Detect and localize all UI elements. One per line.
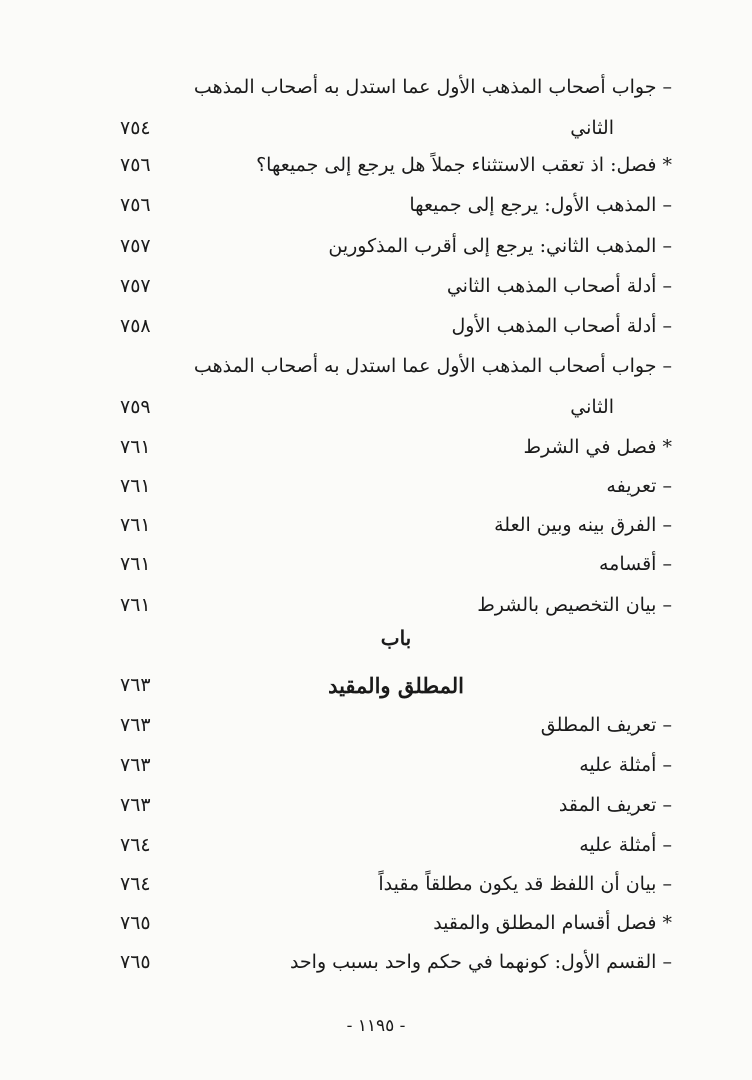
toc-page-number: ٧٦٤ — [120, 873, 151, 895]
toc-page-number: ٧٦٣ — [120, 794, 151, 816]
toc-page-number: ٧٦١ — [120, 436, 151, 458]
toc-entry-text: – أمثلة عليه — [579, 834, 672, 856]
toc-page-number: ٧٦١ — [120, 594, 151, 616]
toc-page-number: ٧٥٨ — [120, 315, 151, 337]
toc-row — [120, 389, 672, 425]
toc-page-number: ٧٦١ — [120, 553, 151, 575]
toc-page-number: ٧٦٣ — [120, 754, 151, 776]
toc-page-number: ٧٦١ — [120, 475, 151, 497]
toc-row — [120, 905, 672, 941]
toc-entry-text: – أقسامه — [598, 553, 672, 575]
page-footer-number: - ١١٩٥ - — [346, 1016, 406, 1036]
toc-row — [120, 747, 672, 783]
toc-row — [120, 348, 672, 384]
toc-page-number: ٧٦١ — [120, 514, 151, 536]
toc-entry-text: – أمثلة عليه — [579, 754, 672, 776]
toc-row — [120, 308, 672, 344]
toc-entry-text: – جواب أصحاب المذهب الأول عما استدل به أصحاب المذهب — [193, 76, 672, 98]
toc-entry-text: – أدلة أصحاب المذهب الأول — [451, 315, 672, 337]
toc-page-number: ٧٥٧ — [120, 275, 151, 297]
toc-entry-text: – بيان التخصيص بالشرط — [477, 594, 672, 616]
toc-entry-text: – تعريف المطلق — [540, 714, 672, 736]
toc-entry-text: * فصل في الشرط — [523, 436, 672, 458]
toc-row — [120, 827, 672, 863]
toc-page-number: ٧٦٣ — [120, 714, 151, 736]
toc-row — [120, 787, 672, 823]
toc-entry-text: – تعريفه — [606, 475, 672, 497]
toc-row — [120, 69, 672, 105]
toc-entry-text: – المذهب الثاني: يرجع إلى أقرب المذكورين — [328, 235, 672, 257]
toc-page-number: ٧٥٩ — [120, 396, 151, 418]
toc-row — [120, 187, 672, 223]
toc-entry-text: الثاني — [570, 396, 614, 418]
toc-page-number: ٧٥٦ — [120, 194, 151, 216]
toc-row — [120, 228, 672, 264]
toc-entry-text: – أدلة أصحاب المذهب الثاني — [446, 275, 672, 297]
toc-entry-text: – الفرق بينه وبين العلة — [494, 514, 672, 536]
toc-entry-text: – جواب أصحاب المذهب الأول عما استدل به أصحاب المذهب — [193, 355, 672, 377]
toc-page-number: ٧٦٤ — [120, 834, 151, 856]
toc-row — [120, 587, 672, 623]
toc-page-number: ٧٦٣ — [120, 674, 151, 696]
toc-row — [120, 866, 672, 902]
toc-page-number: ٧٥٤ — [120, 117, 151, 139]
toc-entry-text: * فصل أقسام المطلق والمقيد — [433, 912, 672, 934]
toc-page-number: ٧٥٦ — [120, 154, 151, 176]
toc-row — [120, 468, 672, 504]
toc-entry-text: – تعريف المقد — [558, 794, 672, 816]
toc-row — [120, 429, 672, 465]
chapter-label: باب — [380, 626, 412, 650]
toc-row — [120, 268, 672, 304]
toc-row — [120, 944, 672, 980]
toc-entry-text: * فصل: اذ تعقب الاستثناء جملاً هل يرجع إلى جميعها؟ — [256, 154, 672, 176]
toc-page-number: ٧٥٧ — [120, 235, 151, 257]
toc-row — [120, 507, 672, 543]
toc-row — [120, 546, 672, 582]
chapter-title: المطلق والمقيد — [328, 673, 464, 698]
toc-page-number: ٧٦٥ — [120, 912, 151, 934]
toc-row — [120, 147, 672, 183]
toc-entry-text: – القسم الأول: كونهما في حكم واحد بسبب واحد — [289, 951, 672, 973]
toc-entry-text: – بيان أن اللفظ قد يكون مطلقاً مقيداً — [378, 873, 672, 895]
toc-entry-text: الثاني — [570, 117, 614, 139]
toc-page-number: ٧٦٥ — [120, 951, 151, 973]
toc-row — [120, 707, 672, 743]
toc-entry-text: – المذهب الأول: يرجع إلى جميعها — [409, 194, 672, 216]
toc-row — [120, 110, 672, 146]
